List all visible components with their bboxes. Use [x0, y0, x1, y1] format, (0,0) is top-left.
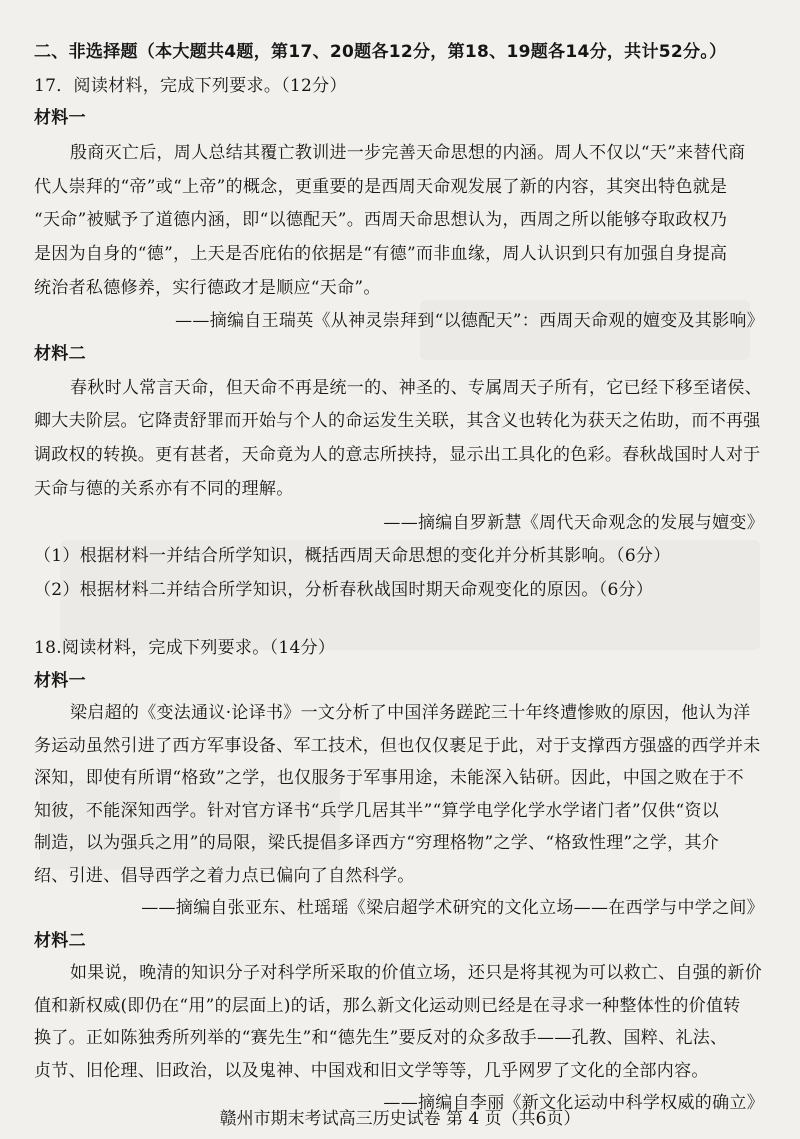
q17-material1-source: ——摘编自王瑞英《从神灵崇拜到“以德配天”：西周天命观的嬗变及其影响》 [175, 311, 764, 331]
q17-title: 17．阅读材料，完成下列要求。（12分） [34, 76, 347, 96]
q18-title: 18.阅读材料，完成下列要求。（14分） [34, 638, 336, 658]
q18-material1-source: ——摘编自张亚东、杜瑶瑶《梁启超学术研究的文化立场——在西学与中学之间》 [141, 898, 764, 918]
q18-material1-label: 材料一 [34, 670, 86, 691]
q17-subquestion: （2）根据材料二并结合所学知识，分析春秋战国时期天命观变化的原因。（6分） [34, 580, 654, 600]
q17-material2-line: 调政权的转换。更有甚者，天命竟为人的意志所挟持，显示出工具化的色彩。春秋战国时人对于 [34, 445, 761, 465]
q18-material1-line: 深知，即使有所谓“格致”之学，也仅服务于军事用途，未能深入钻研。因此，中国之败在于不 [34, 768, 744, 788]
q18-material2-label: 材料二 [34, 930, 86, 951]
q17-material1-line: “天命”被赋予了道德内涵，即“以德配天”。西周天命思想认为，西周之所以能够夺取政权乃 [34, 210, 728, 230]
q18-material1-line: 梁启超的《变法通议·论译书》一文分析了中国洋务蹉跎三十年终遭惨败的原因，他认为洋 [70, 703, 751, 723]
bleed-through-mark [40, 780, 340, 870]
q18-material1-line: 知彼，不能深知西学。针对官方译书“兵学几居其半”“算学电学化学水学诸门者”仅供“资以 [34, 800, 720, 821]
q17-material2-line: 卿大夫阶层。它降责舒罪而开始与个人的命运发生关联，其含义也转化为获天之佑助，而不再强 [34, 411, 761, 431]
q17-material1-line: 代人崇拜的“帝”或“上帝”的概念，更重要的是西周天命观发展了新的内容，其突出特色就是 [34, 177, 728, 197]
q18-material1-line: 绍、引进、倡导西学之着力点已偏向了自然科学。 [34, 865, 415, 886]
q17-material2-line: 春秋时人常言天命，但天命不再是统一的、神圣的、专属周天子所有，它已经下移至诸侯、 [70, 378, 762, 398]
q18-material1-line: 务运动虽然引进了西方军事设备、军工技术，但也仅仅裹足于此，对于支撑西方强盛的西学并未 [34, 735, 761, 756]
q17-material2-line: 天命与德的关系亦有不同的理解。 [34, 479, 294, 499]
section-header: 二、非选择题（本大题共4题，第17、20题各12分，第18、19题各14分，共计52分。） [34, 42, 727, 62]
q18-material2-line: 值和新权威(即仍在“用”的层面上)的话，那么新文化运动则已经是在寻求一种整体性的价值转 [34, 995, 741, 1016]
q18-material2-source: ——摘编自李丽《新文化运动中科学权威的确立》 [383, 1093, 764, 1113]
q17-material1-line: 统治者私德修养，实行德政才是顺应“天命”。 [34, 278, 381, 298]
q18-material2-line: 贞节、旧伦理、旧政治，以及鬼神、中国戏和旧文学等等，几乎网罗了文化的全部内容。 [34, 1060, 709, 1081]
page-footer: 赣州市期末考试高三历史试卷 第 4 页（共6页） [219, 1109, 581, 1129]
q17-material2-label: 材料二 [34, 344, 86, 364]
q18-material1-line: 制造，以为强兵之用”的局限，梁氏提倡多译西方“穷理格物”之学、“格致性理”之学，其介 [34, 833, 720, 853]
q17-subquestion: （1）根据材料一并结合所学知识，概括西周天命思想的变化并分析其影响。（6分） [34, 546, 671, 566]
q18-material2-line: 如果说，晚清的知识分子对科学所采取的价值立场，还只是将其视为可以救亡、自强的新价 [70, 963, 762, 983]
q17-material1-line: 是因为自身的“德”，上天是否庇佑的依据是“有德”而非血缘，周人认识到只有加强自身提高 [34, 244, 728, 264]
q18-material2-line: 换了。正如陈独秀所列举的“赛先生”和“德先生”要反对的众多敌手——孔教、国粹、礼法、 [34, 1028, 728, 1048]
q17-material2-source: ——摘编自罗新慧《周代天命观念的发展与嬗变》 [383, 513, 764, 533]
q17-material1-label: 材料一 [34, 108, 86, 128]
q17-material1-line: 殷商灭亡后，周人总结其覆亡教训进一步完善天命思想的内涵。周人不仅以“天”来替代商 [70, 143, 746, 163]
